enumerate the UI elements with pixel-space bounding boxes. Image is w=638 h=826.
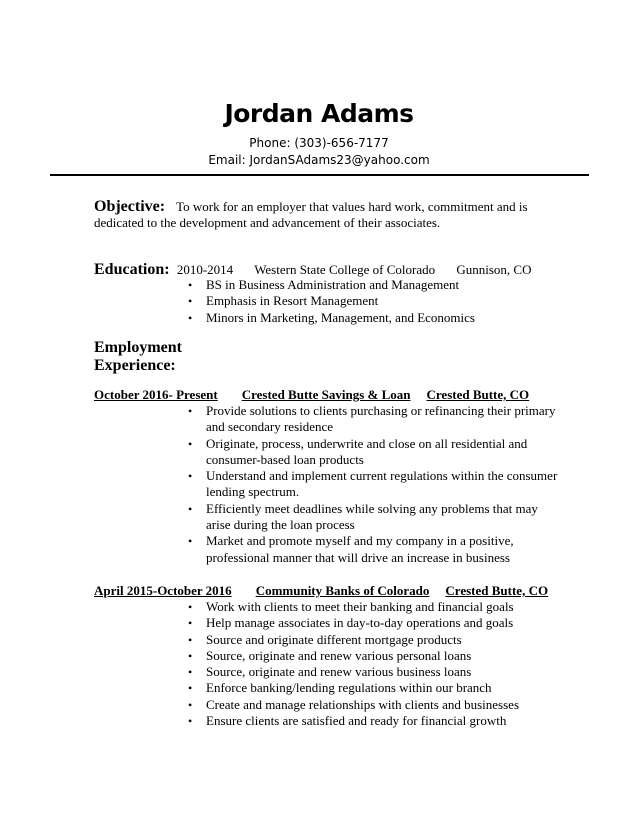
list-item: • Work with clients to meet their banking and financial goals xyxy=(188,599,558,615)
list-item: • Provide solutions to clients purchasing or refinancing their primary and secondary residence xyxy=(188,403,558,436)
job-dates: October 2016- Present xyxy=(94,387,218,402)
objective-heading: Objective: xyxy=(94,198,166,215)
header-divider xyxy=(50,174,589,176)
job-employer: Community Banks of Colorado xyxy=(255,583,430,598)
list-item: • Emphasis in Resort Management xyxy=(188,293,558,309)
employment-heading-line1: Employment xyxy=(94,339,182,356)
list-item: • Ensure clients are satisfied and ready for financial growth xyxy=(188,713,558,729)
list-item: • Minors in Marketing, Management, and Economics xyxy=(188,310,558,326)
job-employer: Crested Butte Savings & Loan xyxy=(241,387,411,402)
candidate-name: Jordan Adams xyxy=(224,99,414,128)
employment-heading-line2: Experience: xyxy=(94,357,176,374)
job-dates: April 2015-October 2016 xyxy=(94,583,232,598)
list-item: • Source, originate and renew various business loans xyxy=(188,664,558,680)
employment-heading xyxy=(94,339,182,375)
list-item: • Originate, process, underwrite and close on all residential and consumer-based loan products xyxy=(188,436,558,469)
education-heading: Education: xyxy=(94,261,170,278)
list-item: • Help manage associates in day-to-day operations and goals xyxy=(188,615,558,631)
job-header xyxy=(94,583,548,599)
job-header xyxy=(94,387,529,403)
job-duties-list xyxy=(188,403,558,566)
job-location: Crested Butte, CO xyxy=(445,583,549,598)
education-location: Gunnison, CO xyxy=(456,262,532,277)
objective-section xyxy=(94,199,534,231)
education-years: 2010-2014 xyxy=(176,262,234,277)
job-location: Crested Butte, CO xyxy=(426,387,530,402)
education-list xyxy=(188,277,558,326)
email-address: Email: JordanSAdams23@yahoo.com xyxy=(208,153,430,167)
phone-number: Phone: (303)-656-7177 xyxy=(249,136,389,150)
job-duties-list xyxy=(188,599,558,729)
education-school: Western State College of Colorado xyxy=(254,262,436,277)
list-item: • Efficiently meet deadlines while solving any problems that may arise during the loan process xyxy=(188,501,558,534)
list-item: • Source and originate different mortgage products xyxy=(188,632,558,648)
list-item: • Market and promote myself and my company in a positive, professional manner that will drive an increase in business xyxy=(188,533,558,566)
list-item: • Understand and implement current regulations within the consumer lending spectrum. xyxy=(188,468,558,501)
list-item: • BS in Business Administration and Management xyxy=(188,277,558,293)
list-item: • Source, originate and renew various personal loans xyxy=(188,648,558,664)
objective-text: To work for an employer that values hard work, commitment and is dedicated to the development and advancement of their associates. xyxy=(94,199,528,230)
list-item: • Create and manage relationships with clients and businesses xyxy=(188,697,558,713)
list-item: • Enforce banking/lending regulations within our branch xyxy=(188,680,558,696)
